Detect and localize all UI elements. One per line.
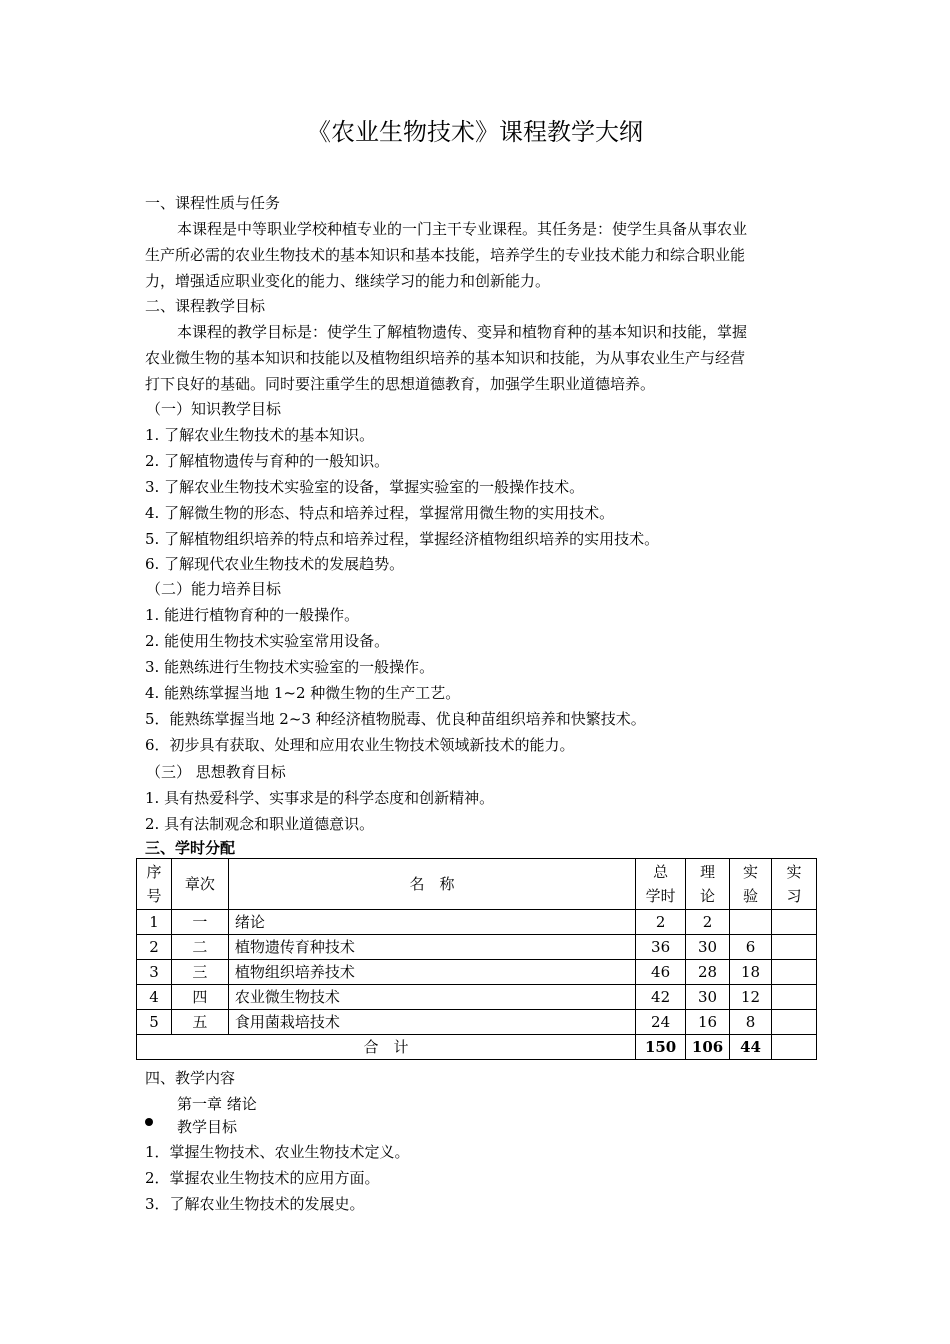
ability-heading: （二）能力培养目标	[146, 580, 282, 598]
header-seq: 序 号	[137, 859, 172, 910]
table-row	[137, 1010, 817, 1035]
knowledge-item: 4. 了解微生物的形态、特点和培养过程，掌握常用微生物的实用技术。	[145, 504, 615, 522]
table-row	[137, 910, 817, 935]
header-total: 总 学时	[636, 859, 686, 910]
header-chapter: 章次	[171, 859, 228, 910]
knowledge-item: 6. 了解现代农业生物技术的发展趋势。	[145, 555, 405, 573]
cell-total: 36	[636, 935, 686, 960]
table-total-row	[137, 1035, 817, 1060]
cell-experiment: 12	[730, 985, 772, 1010]
cell-sum-practice	[772, 1035, 817, 1060]
document-title: 《农业生物技术》课程教学大纲	[307, 118, 643, 146]
section2-para-line: 本课程的教学目标是：使学生了解植物遗传、变异和植物育种的基本知识和技能，掌握	[177, 323, 748, 341]
chapter-title: 第一章 绪论	[177, 1095, 257, 1113]
cell-theory: 28	[686, 960, 730, 985]
cell-practice	[772, 960, 817, 985]
cell-practice	[772, 910, 817, 935]
cell-seq: 5	[137, 1010, 172, 1035]
section1-para-line: 本课程是中等职业学校种植专业的一门主干专业课程。其任务是：使学生具备从事农业	[177, 220, 748, 238]
header-practice: 实 习	[772, 859, 817, 910]
cell-chapter: 一	[171, 910, 228, 935]
cell-chapter: 二	[171, 935, 228, 960]
knowledge-item: 1. 了解农业生物技术的基本知识。	[145, 426, 375, 444]
ability-item: 2. 能使用生物技术实验室常用设备。	[145, 632, 390, 650]
cell-seq: 4	[137, 985, 172, 1010]
cell-experiment: 18	[730, 960, 772, 985]
cell-practice	[772, 1010, 817, 1035]
ability-item: 6．初步具有获取、处理和应用农业生物技术领域新技术的能力。	[145, 736, 575, 754]
ability-item: 1. 能进行植物育种的一般操作。	[145, 606, 360, 624]
cell-name: 植物遗传育种技术	[228, 935, 635, 960]
header-theory: 理 论	[686, 859, 730, 910]
knowledge-item: 3. 了解农业生物技术实验室的设备，掌握实验室的一般操作技术。	[145, 478, 585, 496]
table-row	[137, 960, 817, 985]
section4-heading: 四、教学内容	[145, 1069, 236, 1087]
cell-practice	[772, 935, 817, 960]
section1-para-line: 生产所必需的农业生物技术的基本知识和基本技能，培养学生的专业技术能力和综合职业能	[145, 246, 746, 264]
hours-allocation-table	[136, 858, 817, 1060]
cell-name: 植物组织培养技术	[228, 960, 635, 985]
cell-experiment: 8	[730, 1010, 772, 1035]
cell-chapter: 五	[171, 1010, 228, 1035]
table-row	[137, 935, 817, 960]
cell-chapter: 三	[171, 960, 228, 985]
ability-item: 5．能熟练掌握当地 2~3 种经济植物脱毒、优良种苗组织培养和快繁技术。	[145, 710, 646, 728]
cell-sum-theory: 106	[686, 1035, 730, 1060]
section1-heading: 一、课程性质与任务	[145, 194, 281, 212]
ability-item: 4. 能熟练掌握当地 1~2 种微生物的生产工艺。	[145, 684, 461, 702]
cell-seq: 1	[137, 910, 172, 935]
cell-total: 2	[636, 910, 686, 935]
section2-para-line: 农业微生物的基本知识和技能以及植物组织培养的基本知识和技能，为从事农业生产与经营	[145, 349, 746, 367]
cell-practice	[772, 985, 817, 1010]
moral-item: 2. 具有法制观念和职业道德意识。	[145, 815, 375, 833]
cell-sum-experiment: 44	[730, 1035, 772, 1060]
cell-chapter: 四	[171, 985, 228, 1010]
cell-seq: 3	[137, 960, 172, 985]
ability-item: 3. 能熟练进行生物技术实验室的一般操作。	[145, 658, 435, 676]
section2-heading: 二、课程教学目标	[145, 297, 266, 315]
section2-para-line: 打下良好的基础。同时要注重学生的思想道德教育，加强学生职业道德培养。	[145, 375, 656, 393]
table-header-row	[137, 859, 817, 910]
cell-sum-total: 150	[636, 1035, 686, 1060]
moral-heading: （三） 思想教育目标	[146, 763, 286, 781]
header-experiment: 实 验	[730, 859, 772, 910]
goal-item: 2．掌握农业生物技术的应用方面。	[145, 1169, 380, 1187]
moral-item: 1. 具有热爱科学、实事求是的科学态度和创新精神。	[145, 789, 495, 807]
cell-total: 24	[636, 1010, 686, 1035]
cell-total: 42	[636, 985, 686, 1010]
cell-name: 绪论	[228, 910, 635, 935]
cell-total: 46	[636, 960, 686, 985]
cell-theory: 2	[686, 910, 730, 935]
header-name: 名 称	[228, 859, 635, 910]
cell-name: 食用菌栽培技术	[228, 1010, 635, 1035]
knowledge-item: 2. 了解植物遗传与育种的一般知识。	[145, 452, 390, 470]
table-row	[137, 985, 817, 1010]
goal-item: 3．了解农业生物技术的发展史。	[145, 1195, 365, 1213]
bullet-icon	[145, 1118, 153, 1126]
cell-experiment: 6	[730, 935, 772, 960]
goal-item: 1．掌握生物技术、农业生物技术定义。	[145, 1143, 410, 1161]
cell-theory: 16	[686, 1010, 730, 1035]
knowledge-item: 5. 了解植物组织培养的特点和培养过程，掌握经济植物组织培养的实用技术。	[145, 530, 660, 548]
section1-para-line: 力，增强适应职业变化的能力、继续学习的能力和创新能力。	[145, 272, 551, 290]
goal-heading: 教学目标	[177, 1118, 238, 1136]
section3-heading: 三、学时分配	[145, 839, 236, 857]
cell-theory: 30	[686, 985, 730, 1010]
cell-total-label: 合 计	[137, 1035, 636, 1060]
cell-theory: 30	[686, 935, 730, 960]
cell-seq: 2	[137, 935, 172, 960]
knowledge-heading: （一）知识教学目标	[146, 400, 282, 418]
cell-name: 农业微生物技术	[228, 985, 635, 1010]
cell-experiment	[730, 910, 772, 935]
